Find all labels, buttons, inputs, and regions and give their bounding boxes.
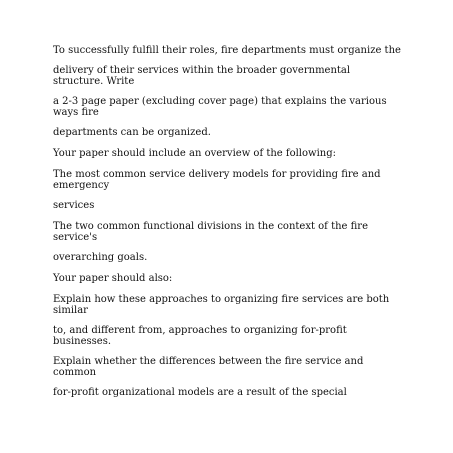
paragraph-4: departments can be organized. (53, 127, 211, 138)
paragraph-1: To successfully fulfill their roles, fire departments must organize the (53, 45, 401, 56)
paragraph-6: The most common service delivery models for providing fire and emergency (53, 169, 381, 191)
paragraph-13: Explain whether the differences between the fire service and common (53, 356, 364, 378)
paragraph-3: a 2-3 page paper (excluding cover page) that explains the various ways fire (53, 96, 387, 118)
paragraph-2: delivery of their services within the broader governmental structure. Write (53, 65, 351, 87)
paragraph-12: to, and different from, approaches to organizing for-profit businesses. (53, 325, 347, 347)
paragraph-10: Your paper should also: (53, 273, 173, 284)
paragraph-5: Your paper should include an overview of the following: (53, 148, 336, 159)
paragraph-9: overarching goals. (53, 252, 148, 263)
paragraph-8: The two common functional divisions in the context of the fire service's (53, 221, 368, 243)
document-body (53, 45, 403, 408)
paragraph-7: services (53, 200, 95, 211)
paragraph-11: Explain how these approaches to organizing fire services are both similar (53, 294, 390, 316)
paragraph-14: for-profit organizational models are a result of the special (53, 387, 347, 398)
